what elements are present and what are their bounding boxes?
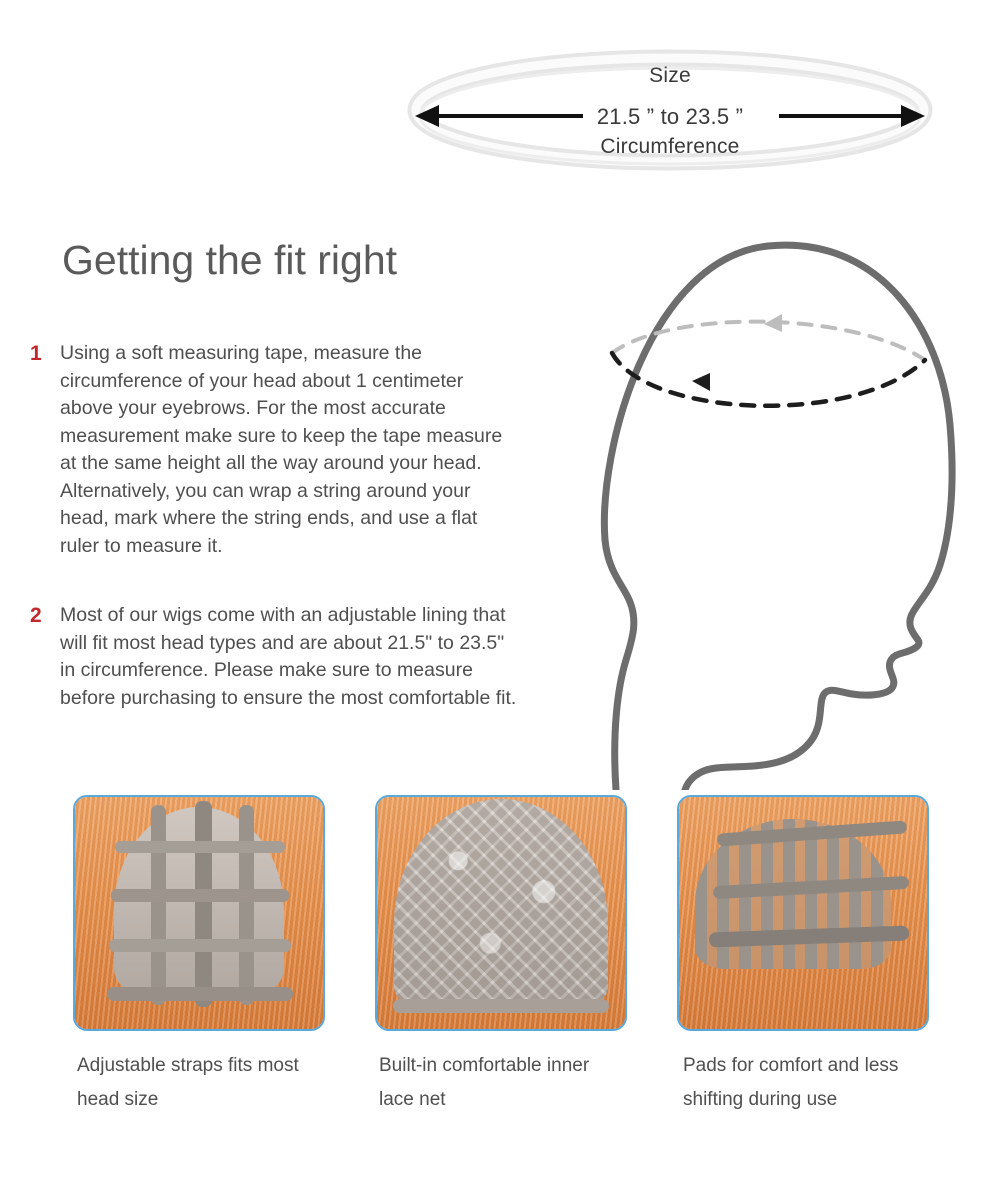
feature-card-3-caption: Pads for comfort and less shifting during use [683,1055,899,1110]
feature-card-2-caption: Built-in comfortable inner lace net [379,1055,590,1110]
size-band-diagram [405,48,935,178]
head-profile-svg [520,210,990,790]
size-band-range: 21.5 ” to 23.5 ” [596,104,744,129]
feature-card-comfort-pads [677,795,927,1155]
step-2-text: Most of our wigs come with an adjustable lining that will fit most head types and are about 21.5" to 23.5" in circumference. Please make sure to measure before purchasing to ensure the most comfortable fit. [60,604,517,709]
feature-card-inner-lace-net [375,795,625,1155]
size-band-circumference-label: Circumference [600,135,740,158]
wig-cap-comfort-pads-image [677,795,929,1031]
head-profile-diagram [520,210,990,790]
feature-cards [0,795,1000,1155]
step-1-number: 1 [30,342,42,365]
feature-card-adjustable-straps [73,795,323,1155]
instruction-step-2 [30,602,520,712]
size-band-title: Size [649,64,691,87]
page-title: Getting the fit right [62,237,398,283]
wig-cap-inner-lace-net-image [375,795,627,1031]
step-1-text: Using a soft measuring tape, measure the circumference of your head about 1 centimeter above your eyebrows. For the most accurate measurement make sure to keep the tape measure at the same height all the way around your head. Alternatively, you can wrap a string around your head, mark where the string ends, and use a flat ruler to measure it. [60,342,503,557]
wig-cap-adjustable-straps-image [73,795,325,1031]
step-2-number: 2 [30,604,42,627]
feature-card-1-caption: Adjustable straps fits most head size [77,1055,299,1110]
instruction-step-1 [30,340,520,560]
